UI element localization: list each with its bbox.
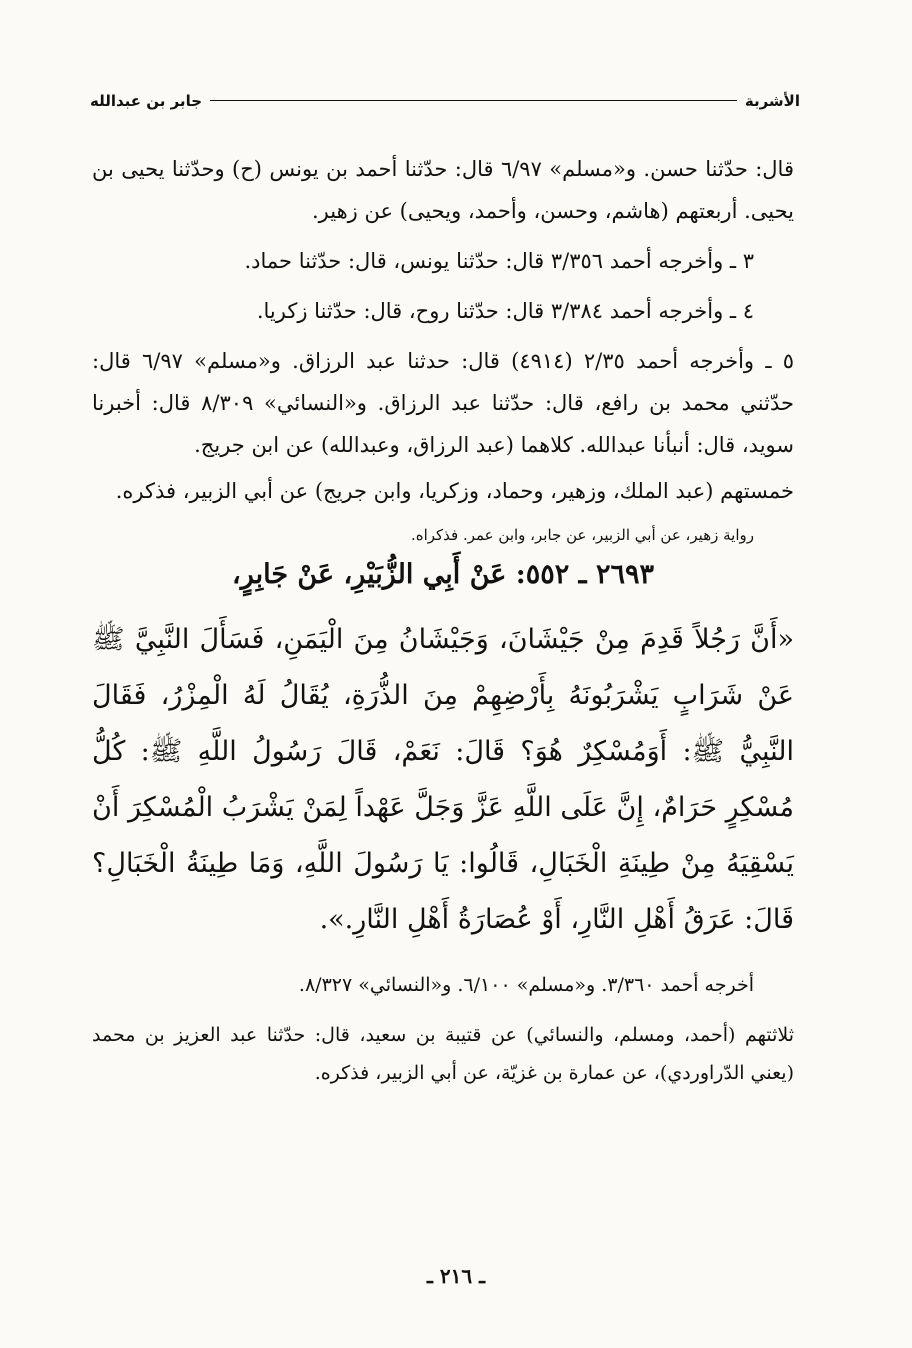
paragraph-3: ٤ ـ وأخرجه أحمد ٣/٣٨٤ قال: حدّثنا روح، قال: حدّثنا زكريا.	[256, 299, 754, 323]
paragraph-2: ٣ ـ وأخرجه أحمد ٣/٣٥٦ قال: حدّثنا يونس، قال: حدّثنا حماد.	[244, 249, 754, 273]
narration-note: رواية زهير، عن أبي الزبير، عن جابر، وابن عمر. فذكراه.	[410, 526, 754, 544]
takhrij-line: أخرجه أحمد ٣/٣٦٠. و«مسلم» ٦/١٠٠. و«النسائي» ٨/٣٢٧.	[298, 974, 754, 996]
header-rule	[210, 100, 737, 101]
paragraph-5: خمستهم (عبد الملك، وزهير، وحماد، وزكريا، وابن جريج) عن أبي الزبير، فذكره.	[115, 479, 794, 503]
hadith-title: ٢٦٩٣ ـ ٥٥٢: عَنْ أَبِي الزُّبَيْرِ، عَنْ جَابِرٍ،	[231, 559, 654, 590]
final-paragraph: ثلاثتهم (أحمد، ومسلم، والنسائي) عن قتيبة بن سعيد، قال: حدّثنا عبد العزيز بن محمد (يعني الدّراوردي)، عن عمارة بن غزيّة، عن أبي الزبير، فذكره.	[92, 1024, 794, 1084]
narrator-title: جابر بن عبدالله	[90, 92, 203, 110]
page-body	[92, 148, 794, 1092]
page-number: ـ ٢١٦ ـ	[427, 1264, 485, 1288]
hadith-text: «أَنَّ رَجُلاً قَدِمَ مِنْ جَيْشَانَ، وَجَيْشَانُ مِنَ الْيَمَنِ، فَسَأَلَ النَّبِيَّ ﷺ عَنْ شَرَابٍ يَشْرَبُونَهُ بِأَرْضِهِمْ مِنَ الذُّرَةِ، يُقَالُ لَهُ الْمِزْرُ، فَقَالَ النَّبِيُّ ﷺ: أَوَمُسْكِرٌ هُوَ؟ قَالَ: نَعَمْ، قَالَ رَسُولُ اللَّهِ ﷺ: كُلُّ مُسْكِرٍ حَرَامٌ، إِنَّ عَلَى اللَّهِ عَزَّ وَجَلَّ عَهْداً لِمَنْ يَشْرَبُ الْمُسْكِرَ أَنْ يَسْقِيَهُ مِنْ طِينَةِ الْخَبَالِ، قَالُوا: يَا رَسُولَ اللَّهِ، وَمَا طِينَةُ الْخَبَالِ؟ قَالَ: عَرَقُ أَهْلِ النَّارِ، أَوْ عُصَارَةُ أَهْلِ النَّارِ.».	[92, 624, 794, 935]
chapter-title: الأشربة	[744, 92, 800, 110]
paragraph-4: ٥ ـ وأخرجه أحمد ٢/٣٥ (٤٩١٤) قال: حدثنا عبد الرزاق. و«مسلم» ٦/٩٧ قال: حدّثني محمد بن رافع، قال: حدّثنا عبد الرزاق. و«النسائي» ٨/٣٠٩ قال: أخبرنا سويد، قال: أنبأنا عبدالله. كلاهما (عبد الرزاق، وعبدالله) عن ابن جريج.	[92, 349, 794, 457]
paragraph-1: قال: حدّثنا حسن. و«مسلم» ٦/٩٧ قال: حدّثنا أحمد بن يونس (ح) وحدّثنا يحيى بن يحيى. أربعتهم (هاشم، وحسن، وأحمد، ويحيى) عن زهير.	[92, 157, 794, 223]
running-header	[90, 92, 800, 110]
